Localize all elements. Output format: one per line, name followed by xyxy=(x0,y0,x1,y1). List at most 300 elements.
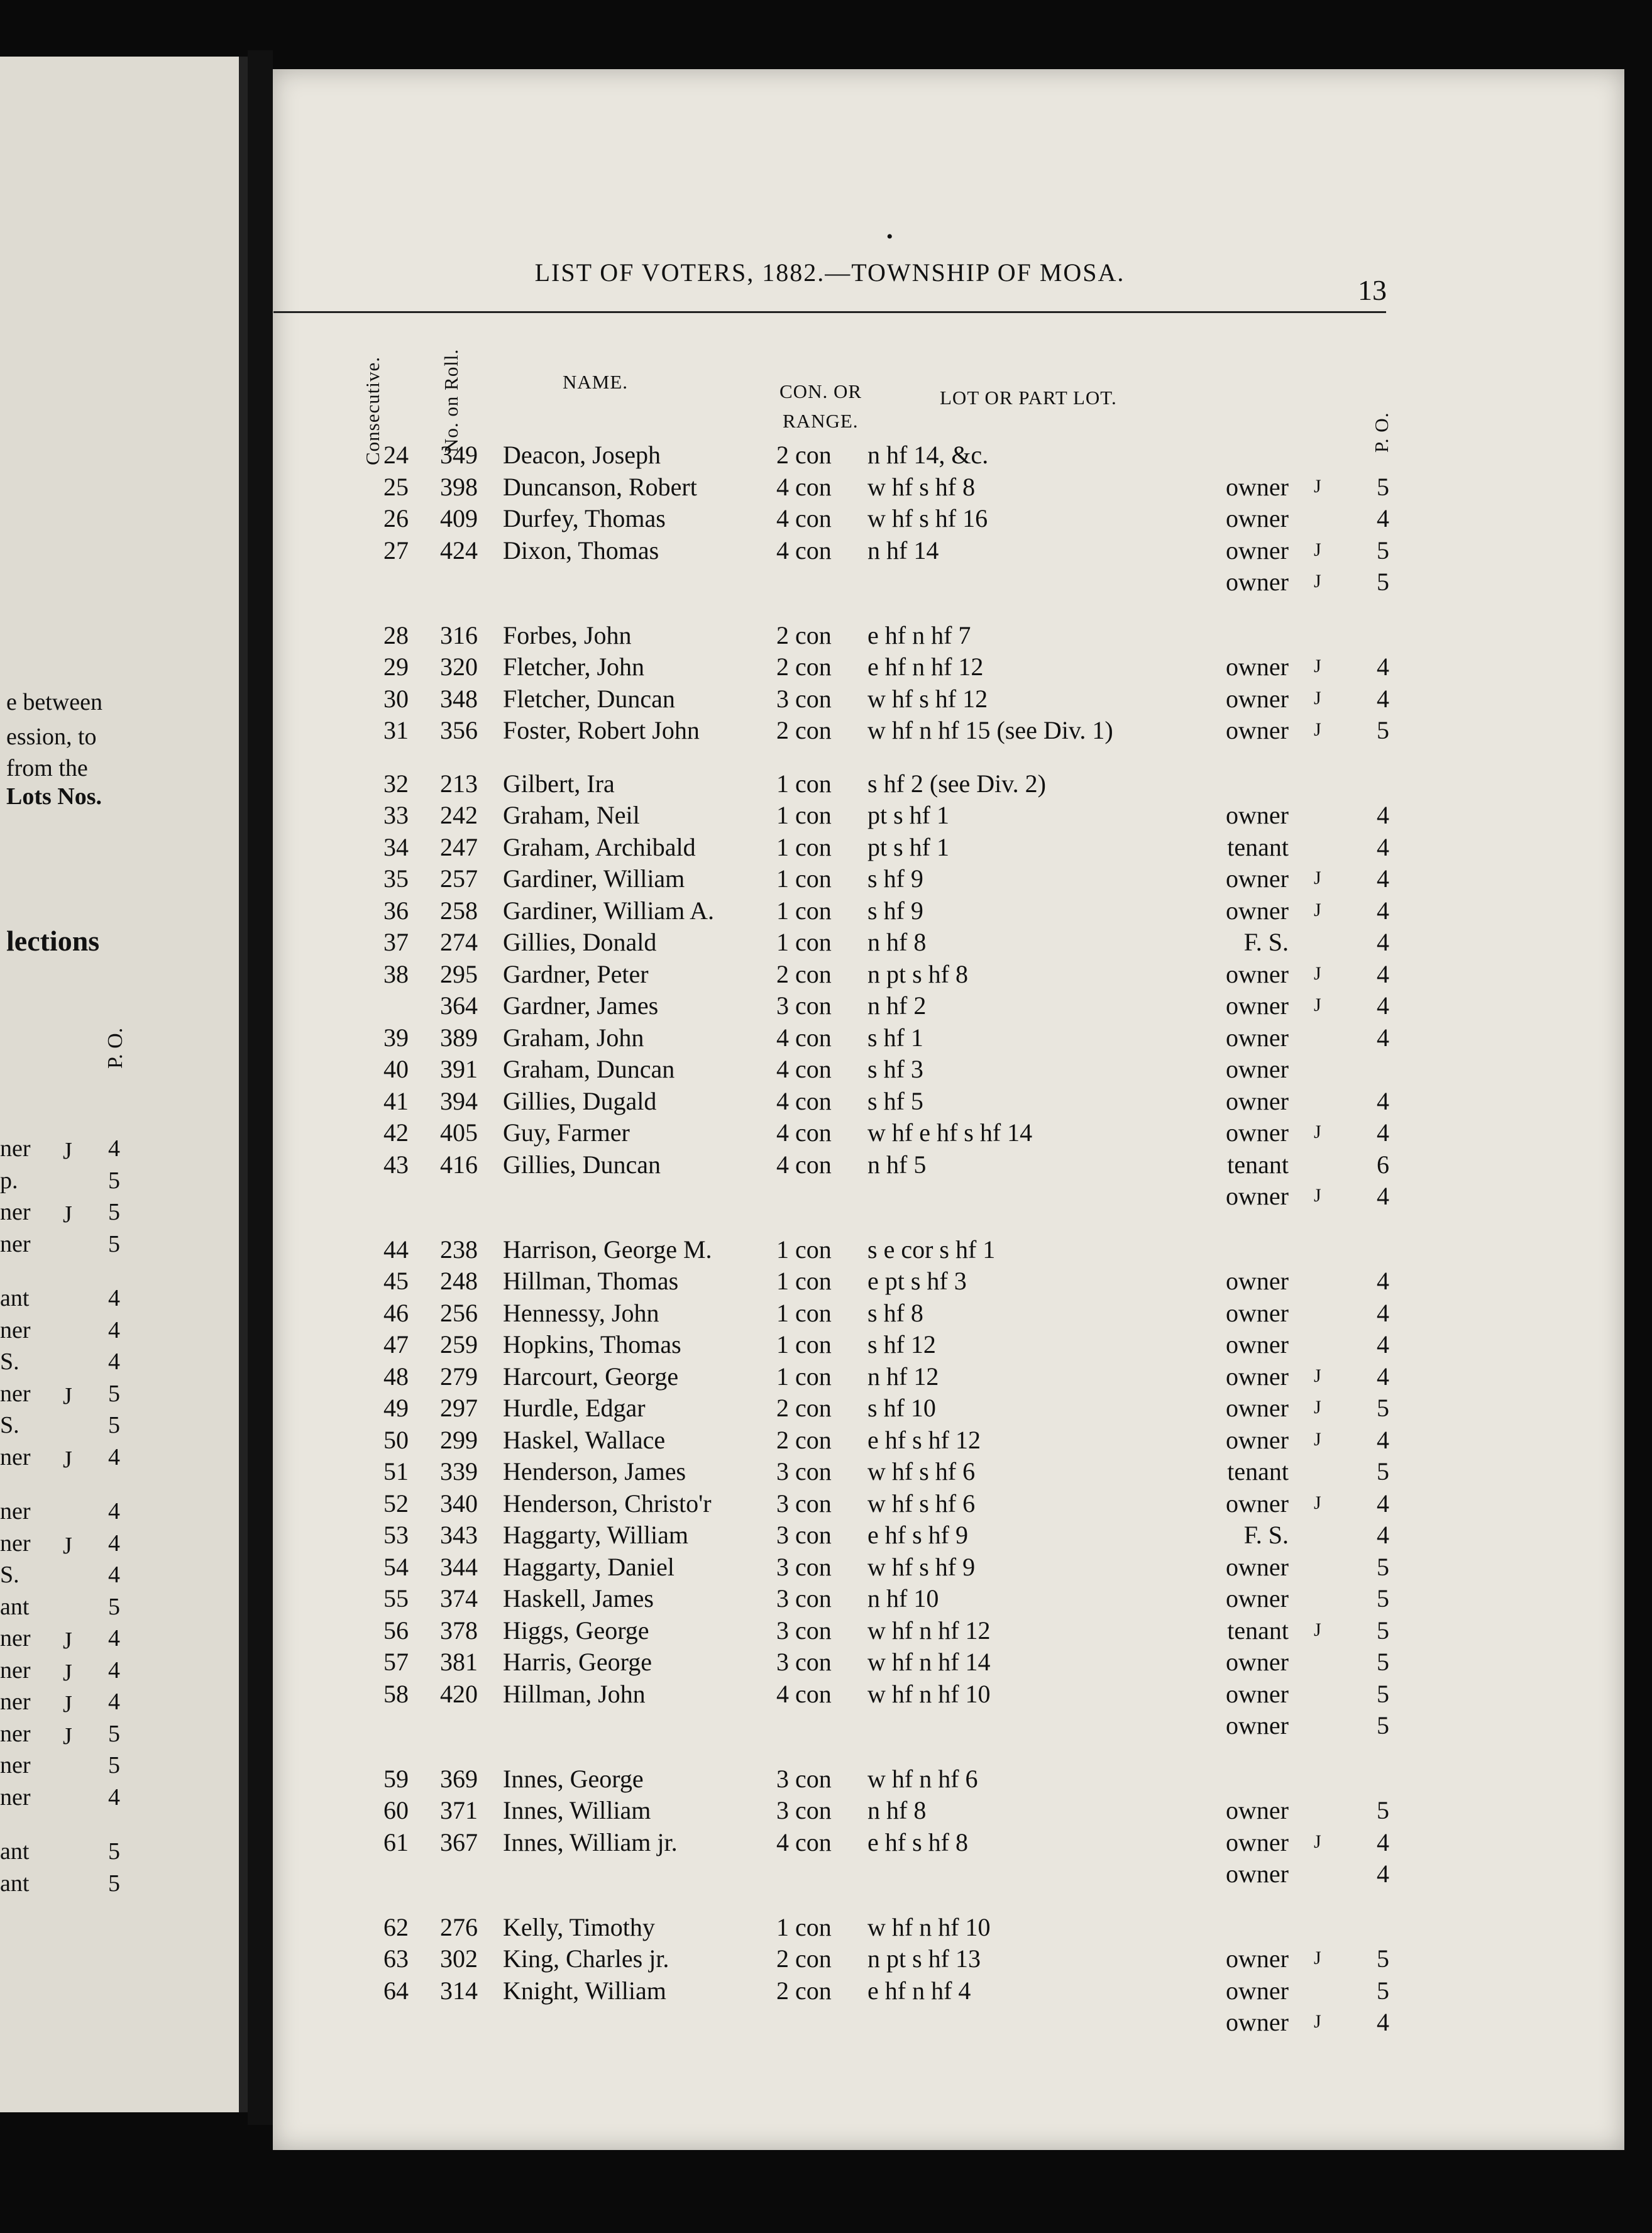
roll-number: 295 xyxy=(440,959,478,988)
left-page-status: S. xyxy=(0,1562,19,1588)
consecutive-number: 56 xyxy=(383,1616,409,1645)
roll-number: 343 xyxy=(440,1521,478,1549)
voter-name: Hennessy, John xyxy=(503,1298,659,1327)
voter-status: owner xyxy=(1226,472,1289,501)
juror-mark: J xyxy=(1314,1428,1321,1450)
left-page-status: ner xyxy=(0,1316,31,1343)
roll-number: 340 xyxy=(440,1489,478,1518)
voter-name: Foster, Robert John xyxy=(503,716,700,744)
left-page-status: ant xyxy=(0,1285,30,1311)
roll-number: 247 xyxy=(440,832,478,861)
consecutive-number: 34 xyxy=(383,832,409,861)
voter-row xyxy=(0,472,1652,502)
voter-name: Hillman, Thomas xyxy=(503,1267,679,1295)
consecutive-number: 47 xyxy=(383,1330,409,1359)
post-office-number: 5 xyxy=(1377,568,1389,596)
roll-number: 391 xyxy=(440,1055,478,1083)
left-page-po: 5 xyxy=(108,1752,120,1778)
lot-description: w hf s hf 12 xyxy=(867,684,988,713)
voter-status: owner xyxy=(1226,1860,1289,1888)
consecutive-number: 33 xyxy=(383,801,409,829)
left-page-po: 4 xyxy=(108,1443,120,1470)
left-page-status: ant xyxy=(0,1870,30,1897)
post-office-number: 5 xyxy=(1377,716,1389,744)
concession: 3 con xyxy=(776,991,832,1020)
concession: 2 con xyxy=(776,959,832,988)
post-office-number: 4 xyxy=(1377,959,1389,988)
concession: 2 con xyxy=(776,1425,832,1454)
lot-description: n hf 2 xyxy=(867,991,927,1020)
header-rule xyxy=(273,311,1386,313)
voter-name: Haggarty, Daniel xyxy=(503,1552,675,1581)
roll-number: 371 xyxy=(440,1796,478,1824)
lot-description: w hf n hf 12 xyxy=(867,1616,991,1645)
left-page-status: ner xyxy=(0,1530,31,1557)
col-header-consecutive: Consecutive. xyxy=(361,356,383,465)
consecutive-number: 55 xyxy=(383,1584,409,1613)
concession: 2 con xyxy=(776,1394,832,1422)
consecutive-number: 40 xyxy=(383,1055,409,1083)
voter-name: Gardiner, William xyxy=(503,864,685,893)
consecutive-number: 25 xyxy=(383,472,409,501)
consecutive-number: 51 xyxy=(383,1457,409,1486)
left-page-status: ner xyxy=(0,1443,31,1470)
juror-mark: J xyxy=(1314,1397,1321,1418)
voter-status: owner xyxy=(1226,801,1289,829)
voter-name: Duncanson, Robert xyxy=(503,472,697,501)
voter-row xyxy=(0,1023,1652,1053)
concession: 4 con xyxy=(776,504,832,532)
voter-row xyxy=(0,1859,1652,1889)
voter-status: owner xyxy=(1226,1648,1289,1676)
left-page-po-header: P. O. xyxy=(104,1027,127,1069)
left-page-juror-mark: J xyxy=(63,1138,72,1164)
lot-description: w hf n hf 14 xyxy=(867,1648,991,1676)
juror-mark: J xyxy=(1314,995,1321,1015)
roll-number: 367 xyxy=(440,1828,478,1856)
left-page-po: 4 xyxy=(108,1530,120,1557)
consecutive-number: 44 xyxy=(383,1235,409,1264)
page-number: 13 xyxy=(1358,274,1387,306)
left-page-status: p. xyxy=(0,1167,18,1194)
roll-number: 369 xyxy=(440,1764,478,1793)
voter-row xyxy=(0,864,1652,894)
voter-name: Gilbert, Ira xyxy=(503,769,615,798)
roll-number: 242 xyxy=(440,801,478,829)
voter-row xyxy=(0,1362,1652,1392)
post-office-number: 4 xyxy=(1377,801,1389,829)
voter-name: Haggarty, William xyxy=(503,1521,688,1549)
roll-number: 349 xyxy=(440,441,478,469)
lot-description: n hf 8 xyxy=(867,928,927,956)
consecutive-number: 26 xyxy=(383,504,409,532)
voter-name: Innes, George xyxy=(503,1764,644,1793)
left-page-status: ner xyxy=(0,1199,31,1225)
voter-name: Gillies, Donald xyxy=(503,928,657,956)
voter-status: owner xyxy=(1226,1584,1289,1613)
juror-mark: J xyxy=(1314,1948,1321,1968)
voter-name: Gardner, James xyxy=(503,991,659,1020)
roll-number: 213 xyxy=(440,769,478,798)
lot-description: e hf n hf 12 xyxy=(867,653,984,681)
voter-name: Harrison, George M. xyxy=(503,1235,712,1264)
left-page-status: ner xyxy=(0,1498,31,1525)
lot-description: w hf n hf 10 xyxy=(867,1912,991,1941)
left-page-status: ner xyxy=(0,1230,31,1257)
left-page-po: 4 xyxy=(108,1316,120,1343)
roll-number: 256 xyxy=(440,1298,478,1327)
col-header-roll: No. on Roll. xyxy=(440,348,462,453)
post-office-number: 4 xyxy=(1377,1298,1389,1327)
post-office-number: 5 xyxy=(1377,1944,1389,1973)
post-office-number: 4 xyxy=(1377,928,1389,956)
consecutive-number: 41 xyxy=(383,1086,409,1115)
left-page-po: 5 xyxy=(108,1593,120,1620)
voter-row xyxy=(0,504,1652,534)
voter-status: owner xyxy=(1226,1552,1289,1581)
voter-status: owner xyxy=(1226,864,1289,893)
concession: 3 con xyxy=(776,1648,832,1676)
voter-row xyxy=(0,620,1652,651)
consecutive-number: 42 xyxy=(383,1118,409,1147)
post-office-number: 4 xyxy=(1377,832,1389,861)
voter-row xyxy=(0,1266,1652,1296)
voter-status: owner xyxy=(1226,1330,1289,1359)
juror-mark: J xyxy=(1314,539,1321,560)
lot-description: s hf 5 xyxy=(867,1086,923,1115)
left-page-juror-mark: J xyxy=(63,1382,72,1409)
voter-row xyxy=(0,959,1652,990)
voter-status: owner xyxy=(1226,568,1289,596)
roll-number: 381 xyxy=(440,1648,478,1676)
left-page-po: 5 xyxy=(108,1412,120,1438)
juror-mark: J xyxy=(1314,868,1321,888)
voter-name: Harris, George xyxy=(503,1648,652,1676)
voter-status: owner xyxy=(1226,504,1289,532)
voter-row xyxy=(0,1330,1652,1360)
left-page-juror-mark: J xyxy=(63,1532,72,1559)
left-page-juror-mark: J xyxy=(63,1201,72,1228)
post-office-number: 5 xyxy=(1377,472,1389,501)
voter-row xyxy=(0,1520,1652,1550)
concession: 1 con xyxy=(776,801,832,829)
voter-status: owner xyxy=(1226,1182,1289,1210)
post-office-number: 4 xyxy=(1377,1182,1389,1210)
concession: 1 con xyxy=(776,1267,832,1295)
concession: 4 con xyxy=(776,1118,832,1147)
concession: 1 con xyxy=(776,1298,832,1327)
voter-name: Gillies, Duncan xyxy=(503,1150,661,1179)
concession: 3 con xyxy=(776,1584,832,1613)
roll-number: 356 xyxy=(440,716,478,744)
voter-row xyxy=(0,1711,1652,1741)
roll-number: 348 xyxy=(440,684,478,713)
left-page-status: ner xyxy=(0,1752,31,1778)
voter-row xyxy=(0,440,1652,470)
juror-mark: J xyxy=(1314,2011,1321,2032)
left-page-status: ant xyxy=(0,1593,30,1620)
voter-name: Kelly, Timothy xyxy=(503,1912,655,1941)
voter-row xyxy=(0,1181,1652,1211)
roll-number: 302 xyxy=(440,1944,478,1973)
post-office-number: 5 xyxy=(1377,1394,1389,1422)
consecutive-number: 62 xyxy=(383,1912,409,1941)
voter-status: owner xyxy=(1226,1711,1289,1740)
voter-row xyxy=(0,800,1652,830)
voter-row xyxy=(0,1795,1652,1826)
lot-description: n pt s hf 8 xyxy=(867,959,968,988)
voter-row xyxy=(0,1828,1652,1858)
roll-number: 259 xyxy=(440,1330,478,1359)
roll-number: 364 xyxy=(440,991,478,1020)
voter-name: Graham, John xyxy=(503,1023,644,1052)
voter-status: owner xyxy=(1226,991,1289,1020)
voter-row xyxy=(0,1298,1652,1328)
voter-status: owner xyxy=(1226,1394,1289,1422)
post-office-number: 4 xyxy=(1377,864,1389,893)
lot-description: w hf s hf 9 xyxy=(867,1552,976,1581)
concession: 4 con xyxy=(776,1828,832,1856)
post-office-number: 4 xyxy=(1377,504,1389,532)
voter-row xyxy=(0,832,1652,863)
lot-description: w hf s hf 8 xyxy=(867,472,976,501)
lot-description: w hf s hf 6 xyxy=(867,1489,976,1518)
roll-number: 416 xyxy=(440,1150,478,1179)
consecutive-number: 38 xyxy=(383,959,409,988)
lot-description: s hf 2 (see Div. 2) xyxy=(867,769,1047,798)
concession: 1 con xyxy=(776,864,832,893)
concession: 1 con xyxy=(776,1330,832,1359)
voter-status: owner xyxy=(1226,1425,1289,1454)
voter-name: Graham, Duncan xyxy=(503,1055,675,1083)
left-page-line: e between xyxy=(6,689,102,715)
consecutive-number: 29 xyxy=(383,653,409,681)
consecutive-number: 35 xyxy=(383,864,409,893)
voter-name: Innes, William xyxy=(503,1796,651,1824)
post-office-number: 5 xyxy=(1377,1679,1389,1708)
voter-row xyxy=(0,769,1652,799)
left-page-status: S. xyxy=(0,1348,19,1375)
lot-description: e hf s hf 9 xyxy=(867,1521,968,1549)
concession: 4 con xyxy=(776,1055,832,1083)
left-page-status: ner xyxy=(0,1689,31,1715)
left-page-po: 5 xyxy=(108,1838,120,1865)
consecutive-number: 39 xyxy=(383,1023,409,1052)
left-page-status: ner xyxy=(0,1135,31,1162)
concession: 4 con xyxy=(776,1023,832,1052)
left-page-po: 4 xyxy=(108,1562,120,1588)
voter-status: owner xyxy=(1226,1055,1289,1083)
voter-name: Gillies, Dugald xyxy=(503,1086,657,1115)
post-office-number: 4 xyxy=(1377,1489,1389,1518)
concession: 3 con xyxy=(776,1521,832,1549)
left-page-status: ant xyxy=(0,1838,30,1865)
voter-status: owner xyxy=(1226,896,1289,925)
concession: 2 con xyxy=(776,653,832,681)
juror-mark: J xyxy=(1314,571,1321,592)
left-page-po: 5 xyxy=(108,1167,120,1194)
lot-description: e hf s hf 12 xyxy=(867,1425,981,1454)
post-office-number: 4 xyxy=(1377,991,1389,1020)
left-page-po: 5 xyxy=(108,1230,120,1257)
voter-status: owner xyxy=(1226,1023,1289,1052)
voter-name: Graham, Neil xyxy=(503,801,640,829)
voter-status: owner xyxy=(1226,959,1289,988)
juror-mark: J xyxy=(1314,719,1321,740)
consecutive-number: 50 xyxy=(383,1425,409,1454)
voter-name: King, Charles jr. xyxy=(503,1944,669,1973)
voter-name: Guy, Farmer xyxy=(503,1118,630,1147)
page-title: LIST OF VOTERS, 1882.—TOWNSHIP OF MOSA. xyxy=(534,258,1125,287)
voter-status: owner xyxy=(1226,536,1289,565)
concession: 3 con xyxy=(776,1764,832,1793)
left-page-juror-mark: J xyxy=(63,1723,72,1750)
lot-description: w hf s hf 16 xyxy=(867,504,988,532)
consecutive-number: 63 xyxy=(383,1944,409,1973)
roll-number: 405 xyxy=(440,1118,478,1147)
post-office-number: 4 xyxy=(1377,1362,1389,1391)
voter-row xyxy=(0,1118,1652,1148)
consecutive-number: 24 xyxy=(383,441,409,469)
voter-status: owner xyxy=(1226,2008,1289,2036)
consecutive-number: 28 xyxy=(383,620,409,649)
voter-name: Gardner, Peter xyxy=(503,959,649,988)
concession: 1 con xyxy=(776,1235,832,1264)
left-page-status: S. xyxy=(0,1412,19,1438)
lot-description: s hf 1 xyxy=(867,1023,923,1052)
left-page-juror-mark: J xyxy=(63,1659,72,1686)
juror-mark: J xyxy=(1314,687,1321,708)
lot-description: w hf n hf 6 xyxy=(867,1764,978,1793)
col-header-range: RANGE. xyxy=(783,410,859,432)
voter-row xyxy=(0,1584,1652,1614)
post-office-number: 4 xyxy=(1377,2008,1389,2036)
post-office-number: 4 xyxy=(1377,653,1389,681)
voter-status: owner xyxy=(1226,1267,1289,1295)
lot-description: s hf 3 xyxy=(867,1055,923,1083)
lot-description: s e cor s hf 1 xyxy=(867,1235,996,1264)
concession: 2 con xyxy=(776,716,832,744)
lot-description: e pt s hf 3 xyxy=(867,1267,967,1295)
roll-number: 257 xyxy=(440,864,478,893)
roll-number: 297 xyxy=(440,1394,478,1422)
voter-status: tenant xyxy=(1227,832,1289,861)
concession: 3 con xyxy=(776,1616,832,1645)
left-page-juror-mark: J xyxy=(63,1691,72,1717)
consecutive-number: 64 xyxy=(383,1976,409,2005)
lot-description: w hf n hf 15 (see Div. 1) xyxy=(867,716,1113,744)
left-page-po: 4 xyxy=(108,1348,120,1375)
concession: 4 con xyxy=(776,1150,832,1179)
post-office-number: 4 xyxy=(1377,1086,1389,1115)
lot-description: w hf s hf 6 xyxy=(867,1457,976,1486)
concession: 4 con xyxy=(776,1086,832,1115)
voter-row xyxy=(0,1054,1652,1084)
left-page-status: ner xyxy=(0,1380,31,1407)
lot-description: e hf n hf 7 xyxy=(867,620,971,649)
voter-status: owner xyxy=(1226,1362,1289,1391)
roll-number: 420 xyxy=(440,1679,478,1708)
lot-description: n hf 8 xyxy=(867,1796,927,1824)
roll-number: 409 xyxy=(440,504,478,532)
concession: 1 con xyxy=(776,928,832,956)
juror-mark: J xyxy=(1314,962,1321,984)
lot-description: n hf 14 xyxy=(867,536,939,565)
roll-number: 274 xyxy=(440,928,478,956)
concession: 2 con xyxy=(776,1944,832,1973)
left-page-heading: lections xyxy=(6,925,100,957)
left-page-line: from the xyxy=(6,755,88,781)
roll-number: 389 xyxy=(440,1023,478,1052)
voter-row xyxy=(0,1679,1652,1709)
voter-status: tenant xyxy=(1227,1150,1289,1179)
post-office-number: 4 xyxy=(1377,1023,1389,1052)
left-page-line: ession, to xyxy=(6,724,97,750)
post-office-number: 4 xyxy=(1377,1425,1389,1454)
consecutive-number: 31 xyxy=(383,716,409,744)
consecutive-number: 60 xyxy=(383,1796,409,1824)
post-office-number: 4 xyxy=(1377,896,1389,925)
voter-status: owner xyxy=(1226,1944,1289,1973)
voter-status: owner xyxy=(1226,716,1289,744)
voter-row xyxy=(0,2007,1652,2037)
lot-description: e hf n hf 4 xyxy=(867,1976,971,2005)
voter-name: Dixon, Thomas xyxy=(503,536,659,565)
concession: 4 con xyxy=(776,536,832,565)
concession: 3 con xyxy=(776,1552,832,1581)
voter-name: Hopkins, Thomas xyxy=(503,1330,681,1359)
juror-mark: J xyxy=(1314,1122,1321,1142)
juror-mark: J xyxy=(1314,475,1321,497)
consecutive-number: 59 xyxy=(383,1764,409,1793)
lot-description: n hf 5 xyxy=(867,1150,927,1179)
left-page-line: Lots Nos. xyxy=(6,783,102,810)
left-page-po: 4 xyxy=(108,1625,120,1651)
concession: 1 con xyxy=(776,896,832,925)
post-office-number: 4 xyxy=(1377,1118,1389,1147)
voter-name: Fletcher, Duncan xyxy=(503,684,675,713)
post-office-number: 5 xyxy=(1377,536,1389,565)
voter-name: Gardiner, William A. xyxy=(503,896,714,925)
consecutive-number: 45 xyxy=(383,1267,409,1295)
roll-number: 276 xyxy=(440,1912,478,1941)
lot-description: pt s hf 1 xyxy=(867,832,949,861)
col-header-name: NAME. xyxy=(563,371,629,393)
left-page-status: ner xyxy=(0,1784,31,1811)
concession: 1 con xyxy=(776,1912,832,1941)
voter-row xyxy=(0,927,1652,957)
voter-name: Higgs, George xyxy=(503,1616,649,1645)
left-page-po: 4 xyxy=(108,1285,120,1311)
consecutive-number: 27 xyxy=(383,536,409,565)
voter-name: Fletcher, John xyxy=(503,653,645,681)
voter-status: owner xyxy=(1226,1828,1289,1856)
voter-status: owner xyxy=(1226,1796,1289,1824)
voter-name: Forbes, John xyxy=(503,620,632,649)
roll-number: 314 xyxy=(440,1976,478,2005)
voter-row xyxy=(0,1912,1652,1943)
juror-mark: J xyxy=(1314,1831,1321,1852)
voter-status: F. S. xyxy=(1243,928,1289,956)
voter-status: tenant xyxy=(1227,1616,1289,1645)
post-office-number: 5 xyxy=(1377,1552,1389,1581)
post-office-number: 4 xyxy=(1377,1521,1389,1549)
voter-row xyxy=(0,1086,1652,1116)
juror-mark: J xyxy=(1314,1365,1321,1386)
post-office-number: 5 xyxy=(1377,1976,1389,2005)
post-office-number: 6 xyxy=(1377,1150,1389,1179)
consecutive-number: 58 xyxy=(383,1679,409,1708)
